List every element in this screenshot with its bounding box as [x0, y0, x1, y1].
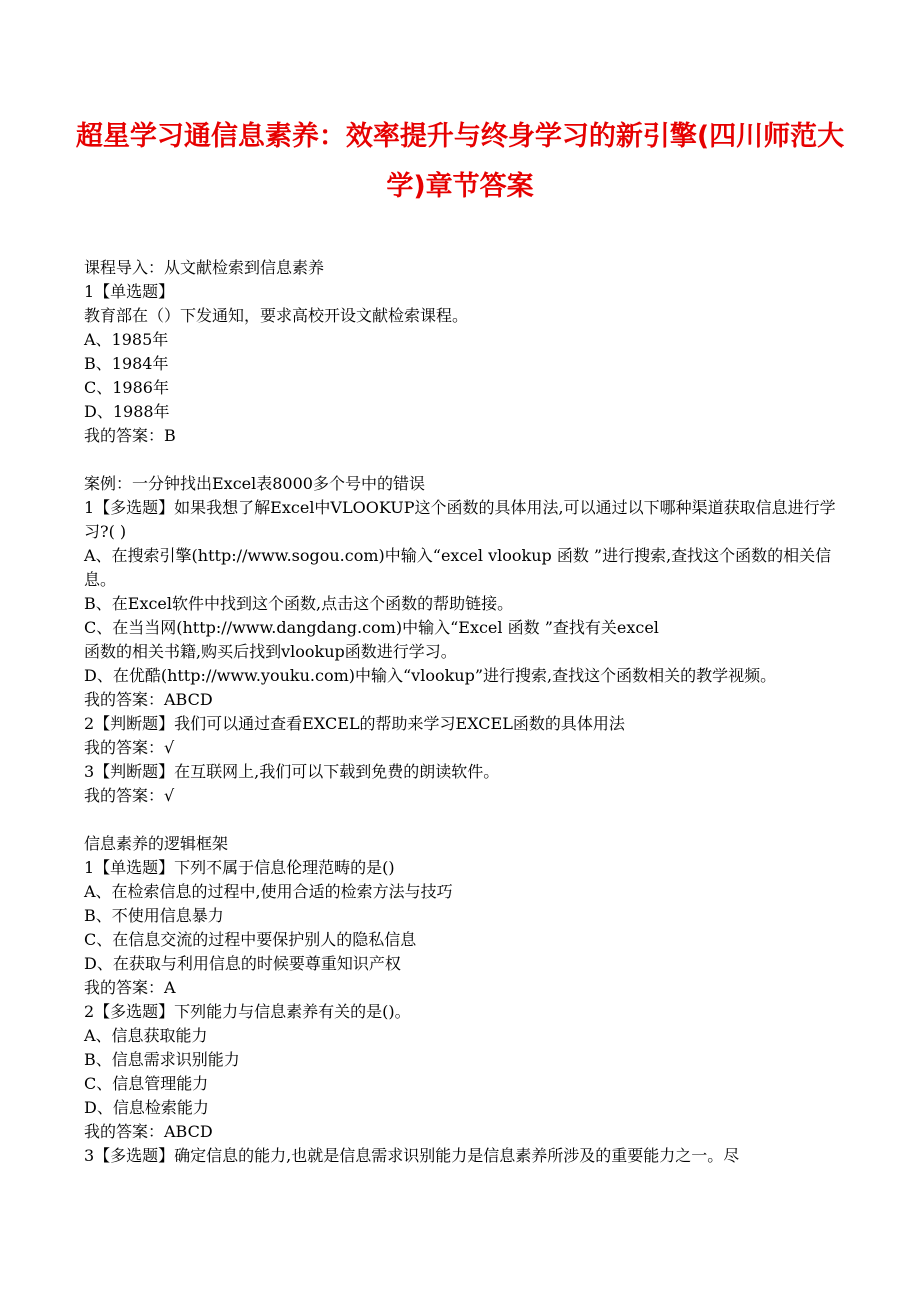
option-line: B、1984年 — [84, 354, 169, 373]
option-line: C、在信息交流的过程中要保护别人的隐私信息 — [84, 930, 417, 949]
option-line: D、在优酷(http://www.youku.com)中输入“vlookup”进行搜索,查找这个函数相关的教学视频。 — [84, 666, 777, 685]
document-title: 超星学习通信息素养：效率提升与终身学习的新引擎(四川师范大学)章节答案 — [75, 121, 845, 202]
option-line: C、在当当网(http://www.dangdang.com)中输入“Excel 函数 ”查找有关excel — [84, 618, 659, 637]
question-line: 3【多选题】确定信息的能力,也就是信息需求识别能力是信息素养所涉及的重要能力之一。尽 — [84, 1146, 740, 1165]
option-line: B、信息需求识别能力 — [84, 1050, 240, 1069]
section-heading: 案例：一分钟找出Excel表8000多个号中的错误 — [84, 474, 425, 493]
section-heading: 课程导入：从文献检索到信息素养 — [84, 258, 325, 277]
option-line: B、不使用信息暴力 — [84, 906, 224, 925]
question-line: 教育部在（）下发通知，要求高校开设文献检索课程。 — [84, 306, 469, 325]
question-line: 1【多选题】如果我想了解Excel中VLOOKUP这个函数的具体用法,可以通过以下哪种渠道获取信息进行学习?( ) — [84, 498, 836, 541]
option-line: 函数的相关书籍,购买后找到vlookup函数进行学习。 — [84, 642, 457, 661]
section-heading: 信息素养的逻辑框架 — [84, 834, 229, 853]
option-line: C、信息管理能力 — [84, 1074, 209, 1093]
answer-line: 我的答案：ABCD — [84, 1122, 213, 1141]
question-line: 2【判断题】我们可以通过查看EXCEL的帮助来学习EXCEL函数的具体用法 — [84, 714, 625, 733]
answer-line: 我的答案：√ — [84, 786, 175, 805]
option-line: B、在Excel软件中找到这个函数,点击这个函数的帮助链接。 — [84, 594, 514, 613]
option-line: A、信息获取能力 — [84, 1026, 208, 1045]
option-line: C、1986年 — [84, 378, 169, 397]
option-line: D、在获取与利用信息的时候要尊重知识产权 — [84, 954, 401, 973]
option-line: A、在搜索引擎(http://www.sogou.com)中输入“excel vlookup 函数 ”进行搜索,查找这个函数的相关信息。 — [84, 546, 832, 589]
question-line: 2【多选题】下列能力与信息素养有关的是()。 — [84, 1002, 411, 1021]
section-spacer — [84, 448, 840, 472]
answer-line: 我的答案：A — [84, 978, 176, 997]
answer-line: 我的答案：B — [84, 426, 176, 445]
question-line: 1【单选题】 — [84, 282, 175, 301]
option-line: D、信息检索能力 — [84, 1098, 209, 1117]
question-line: 3【判断题】在互联网上,我们可以下载到免费的朗读软件。 — [84, 762, 500, 781]
answer-line: 我的答案：ABCD — [84, 690, 213, 709]
section-spacer — [84, 808, 840, 832]
option-line: A、1985年 — [84, 330, 169, 349]
question-line: 1【单选题】下列不属于信息伦理范畴的是() — [84, 858, 395, 877]
document-body — [84, 256, 840, 1168]
option-line: A、在检索信息的过程中,使用合适的检索方法与技巧 — [84, 882, 453, 901]
answer-line: 我的答案：√ — [84, 738, 175, 757]
option-line: D、1988年 — [84, 402, 170, 421]
